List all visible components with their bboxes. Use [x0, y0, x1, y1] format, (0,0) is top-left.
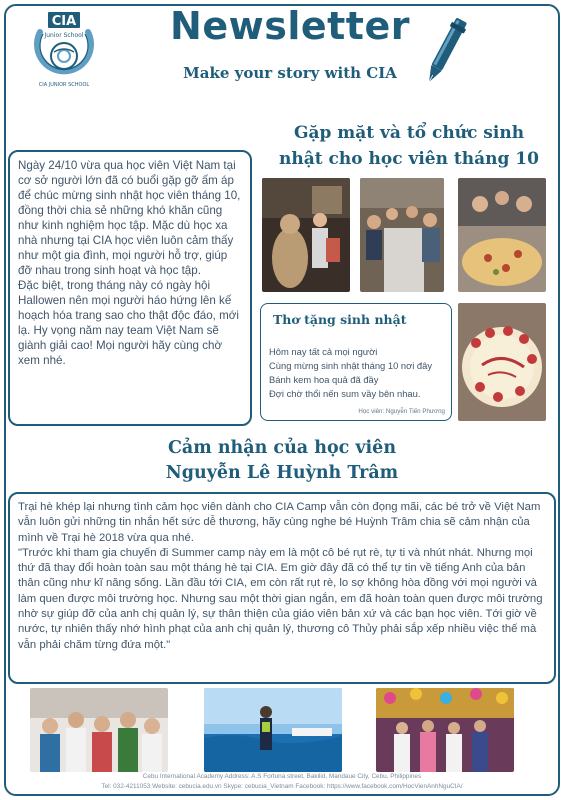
poem-line-3: Bánh kem hoa quả đã đầy — [269, 374, 379, 385]
testimonial-quote: "Trước khi tham gia chuyến đi Summer camp này em là một cô bé rụt rè, tự ti và nhút nhát. Nhưng mọi thứ đã thay đổi hoàn toàn sau một tháng hè tại CIA. Em giờ đây đã có thể tự tin về tiếng Anh của bản thân cũng như kĩ năng sống. Lần đầu tới CIA, em còn rất rụt rè, lo sợ không hòa đồng với mọi người và làm quen được môi trường học. Nhưng sau một thời gian ngắn, em đã hoàn toàn quen được môi trường nhờ sự giúp đỡ của anh chị quản lý, sự thân thiện của giáo viên bản xứ và các bạn học viên. Tới giờ về nước, tự nhiên thấy nhớ hình phạt của anh chị quản lý, thương cô Thủy phải sắp xếp nhiều việc thế mà vẫn phải chăm từng đứa một." — [18, 546, 543, 651]
birthday-article-box — [8, 150, 252, 426]
camp-photo-1 — [30, 688, 168, 772]
cia-logo-icon — [26, 10, 102, 88]
poem-credit: Học viên: Nguyễn Tiến Phương — [358, 408, 445, 415]
footer-contacts: Tel: 032-4211053 Website: cebucia.edu.vn Skype: cebucia_Vietnam Facebook: https://www.facebook.com/HocVienAnhNguCIA/ — [101, 783, 463, 790]
poem-line-1: Hôm nay tất cả mọi người — [269, 346, 378, 357]
svg-text:CIA JUNIOR SCHOOL: CIA JUNIOR SCHOOL — [38, 82, 90, 88]
svg-text:Junior School: Junior School — [44, 32, 84, 39]
birthday-heading-line-1: Gặp mặt và tổ chức sinh — [293, 123, 525, 143]
camp-photo-3 — [376, 688, 514, 772]
pen-icon — [420, 12, 470, 92]
cia-logo — [26, 10, 102, 88]
testimonial-box — [8, 492, 556, 684]
testimonial-heading — [110, 436, 454, 486]
svg-text:CIA: CIA — [51, 14, 77, 29]
poem-line-2: Cùng mừng sinh nhật tháng 10 nơi đây — [269, 360, 433, 371]
birthday-paragraph-2: Đặc biệt, trong tháng này có ngày hội Hallowen nên mọi người háo hứng lên kế hoạch hóa trang sao cho thật độc đáo, mới lạ. Hy vọng năm nay team Việt Nam sẽ giành giải cao! Mọi người hãy cùng chờ xem nhé. — [18, 279, 239, 367]
birthday-photo-2 — [360, 178, 444, 292]
testimonial-intro: Trại hè khép lại nhưng tình cảm học viên dành cho CIA Camp vẫn còn đọng mãi, các bé trở về Việt Nam vẫn luôn gửi những tin nhắn hết sức dễ thương, hãy cùng nghe bé Huỳnh Trâm chia sẽ cảm nhận của mình về Trại hè 2018 vừa qua nhé. — [18, 501, 541, 544]
newsletter-title: Newsletter — [170, 4, 410, 48]
birthday-photo-3 — [458, 178, 546, 292]
camp-photo-2 — [204, 688, 342, 772]
testimonial-heading-line-1: Cảm nhận của học viên — [167, 438, 397, 458]
poem-title: Thơ tặng sinh nhật — [273, 312, 407, 327]
birthday-paragraph-1: Ngày 24/10 vừa qua học viên Việt Nam tại cơ sở người lớn đã có buổi gặp gỡ ấm áp để chúc mừng sinh nhật học viên tháng 10, đồng thời chia sẻ những khó khăn cũng như kinh nghiệm học tập. Mặc dù học xa nhà nhưng tại CIA học viên luôn cảm thấy như một gia đình, mọi người hỗ trợ, giúp đỡ nhau trong sinh hoạt và học tập. — [18, 159, 241, 277]
birthday-cake-photo — [458, 303, 546, 421]
birthday-poem-box — [260, 303, 452, 421]
poem-line-4: Đợi chờ thổi nến sum vầy bên nhau. — [269, 388, 421, 399]
birthday-photo-1 — [262, 178, 350, 292]
birthday-heading — [262, 120, 556, 172]
footer-address: Cebu International Academy Address: A.S Fortuna street, Bakilid, Mandaue City, Cebu, Philippines — [142, 773, 422, 780]
testimonial-heading-line-2: Nguyễn Lê Huỳnh Trâm — [165, 463, 399, 483]
birthday-heading-line-2: nhật cho học viên tháng 10 — [279, 149, 539, 169]
newsletter-subtitle: Make your story with CIA — [183, 64, 397, 82]
